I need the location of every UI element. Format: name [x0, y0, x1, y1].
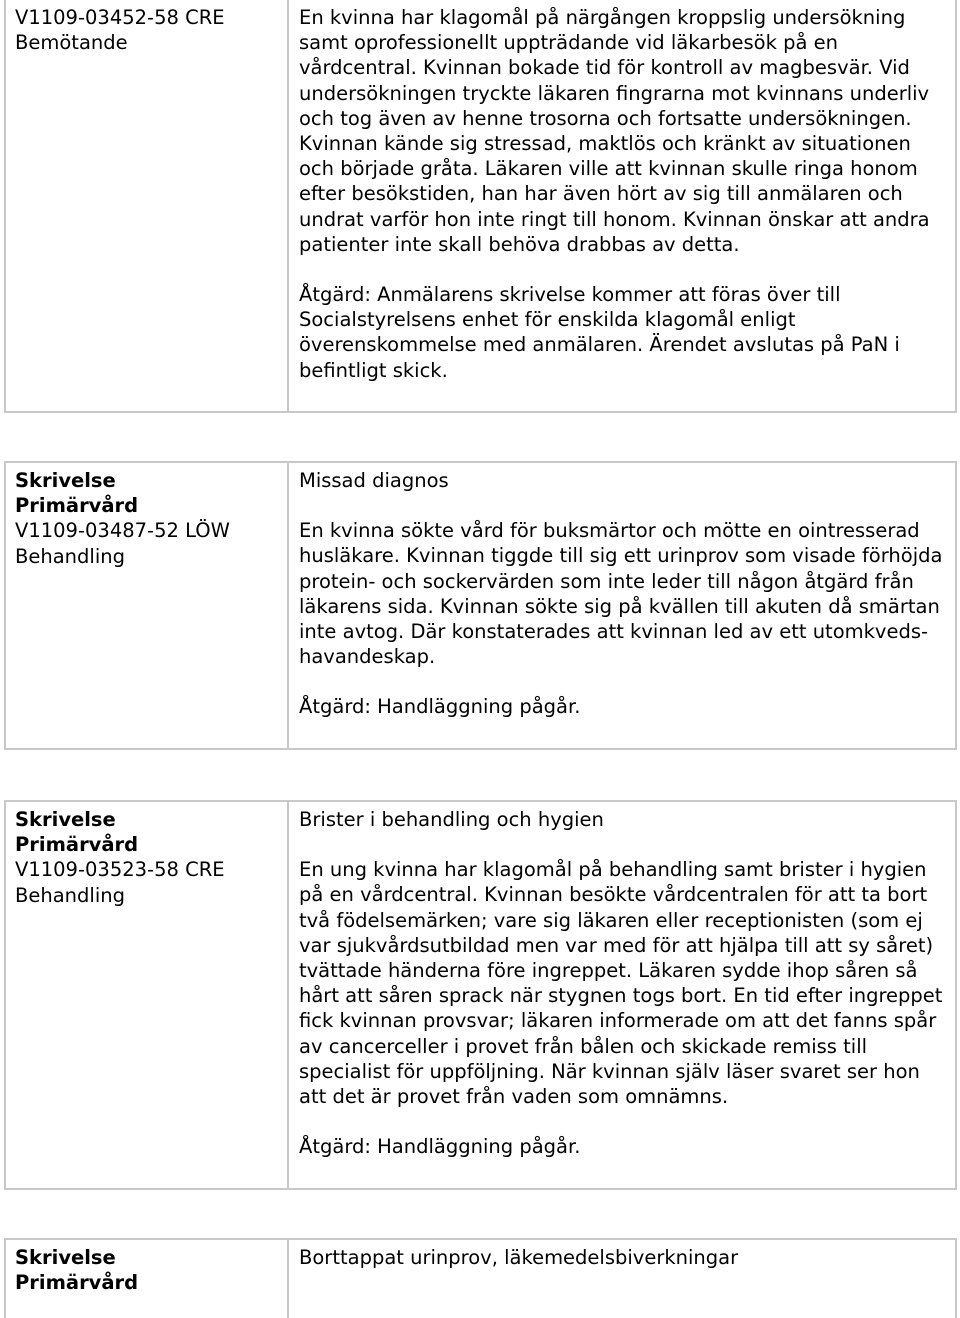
record-care-area: Primärvård [15, 494, 139, 518]
case-action: Åtgärd: Anmälarens skrivelse kommer att föras över till Socialstyrelsens enhet för enskilda klagomål enligt överenskommelse med anmälaren. Ärendet avslutas på PaN i befintligt skick. [299, 283, 900, 382]
case-number: V1109-03487-52 LÖW [15, 519, 230, 543]
record-care-area: Primärvård [15, 833, 139, 857]
record-category: Skrivelse [15, 469, 116, 492]
case-topic: Brister i behandling och hygien [299, 808, 604, 831]
case-topic: Missad diagnos [299, 469, 449, 492]
record-meta-cell [6, 1240, 289, 1318]
record-content-cell [289, 0, 955, 411]
record-meta-cell [6, 463, 289, 748]
case-number: V1109-03452-58 CRE [15, 6, 225, 29]
complaint-record [4, 0, 957, 413]
record-meta-cell [6, 0, 289, 411]
case-type: Behandling [15, 544, 125, 568]
case-description: En kvinna sökte vård för buksmärtor och mötte en ointresserad husläkare. Kvinnan tiggde till sig ett urinprov som visade förhöjda protein- och sockervärden som inte leder till någon åtgärd från läkarens sida. Kvinnan sökte sig på kvällen till akuten då smärtan inte avtog. Där konstaterades att kvinnan led av ett utomkveds-havandeskap. [299, 519, 943, 669]
case-description: En kvinna har klagomål på närgången kroppslig undersökning samt oprofessionellt uppträdande vid läkarbesök på en vårdcentral. Kvinnan bokade tid för kontroll av magbesvär. Vid undersökningen tryckte läkaren fingrarna mot kvinnans underliv och tog även av henne trosorna och fortsatte undersökningen. Kvinnan kände sig stressad, maktlös och kränkt av situationen och började gråta. Läkaren ville att kvinnan skulle ringa honom efter besökstiden, han har även hört av sig till anmälaren och undrat varför hon inte ringt till honom. Kvinnan önskar att andra patienter inte skall behöva drabbas av detta. [299, 6, 930, 256]
complaint-record [4, 800, 957, 1190]
record-content-cell [289, 463, 955, 748]
case-description: En ung kvinna har klagomål på behandling samt brister i hygien på en vårdcentral. Kvinnan besökte vårdcentralen för att ta bort två födelsemärken; vare sig läkaren eller receptionisten (som ej var sjukvårdsutbildad men var med för att hjälpa till att sy såret) tvättade händerna före ingreppet. Läkaren sydde ihop såren så hårt att såren sprack när stygnen togs bort. En tid efter ingreppet fick kvinnan provsvar; läkaren informerade om att det fanns spår av cancerceller i provet från bålen och skickade remiss till specialist för uppföljning. När kvinnan själv läser svaret ser hon att det är provet från vaden som omnämns. [299, 858, 943, 1109]
case-type: Behandling [15, 883, 125, 907]
case-type: Bemötande [15, 31, 128, 55]
case-topic: Borttappat urinprov, läkemedelsbiverkningar [299, 1246, 739, 1269]
complaint-record [4, 461, 957, 750]
record-content-cell [289, 802, 955, 1188]
complaint-record [4, 1238, 957, 1318]
record-care-area: Primärvård [15, 1271, 139, 1295]
record-category: Skrivelse [15, 1246, 116, 1269]
record-meta-cell [6, 802, 289, 1188]
record-content-cell [289, 1240, 955, 1318]
case-action: Åtgärd: Handläggning pågår. [299, 695, 581, 719]
record-category: Skrivelse [15, 808, 116, 831]
case-action: Åtgärd: Handläggning pågår. [299, 1135, 581, 1159]
case-number: V1109-03523-58 CRE [15, 858, 225, 882]
